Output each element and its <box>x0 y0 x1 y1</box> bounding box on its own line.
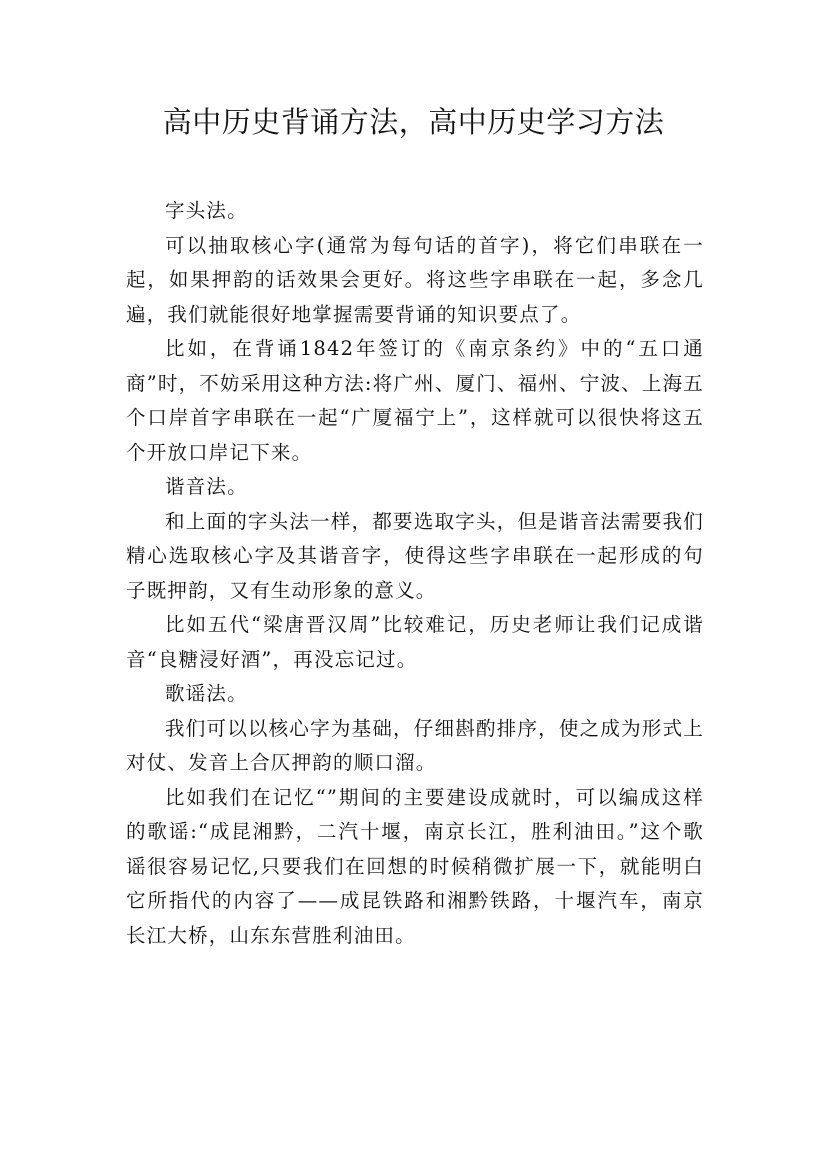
paragraph: 比如我们在记忆“”期间的主要建设成就时，可以编成这样的歌谣:“成昆湘黔，二汽十堰，南京长江，胜利油田。”这个歌谣很容易记忆,只要我们在回想的时候稍微扩展一下，就能明白它所指代的内容了——成昆铁路和湘黔铁路，十堰汽车，南京长江大桥，山东东营胜利油田。 <box>126 785 704 947</box>
paragraph: 可以抽取核心字(通常为每句话的首字)，将它们串联在一起，如果押韵的话效果会更好。将这些字串联在一起，多念几遍，我们就能很好地掌握需要背诵的知识要点了。 <box>126 233 704 326</box>
paragraph: 比如五代“梁唐晋汉周”比较难记，历史老师让我们记成谐音“良糖浸好酒”，再没忘记过。 <box>126 613 704 671</box>
paragraph-heading-xieyin: 谐音法。 <box>165 475 248 498</box>
paragraph-heading-zitou: 字头法。 <box>165 199 248 222</box>
paragraph: 和上面的字头法一样，都要选取字头，但是谐音法需要我们精心选取核心字及其谐音字，使得这些字串联在一起形成的句子既押韵，又有生动形象的意义。 <box>126 509 704 602</box>
paragraph: 比如，在背诵1842年签订的《南京条约》中的“五口通商”时，不妨采用这种方法:将广州、厦门、福州、宁波、上海五个口岸首字串联在一起“广厦福宁上”，这样就可以很快将这五个开放口岸记下来。 <box>126 337 704 464</box>
paragraph: 我们可以以核心字为基础，仔细斟酌排序，使之成为形式上对仗、发音上合仄押韵的顺口溜。 <box>126 716 704 774</box>
document-title: 高中历史背诵方法，高中历史学习方法 <box>162 105 665 139</box>
paragraph-heading-geyao: 歌谣法。 <box>165 682 248 705</box>
document-body <box>126 194 704 953</box>
